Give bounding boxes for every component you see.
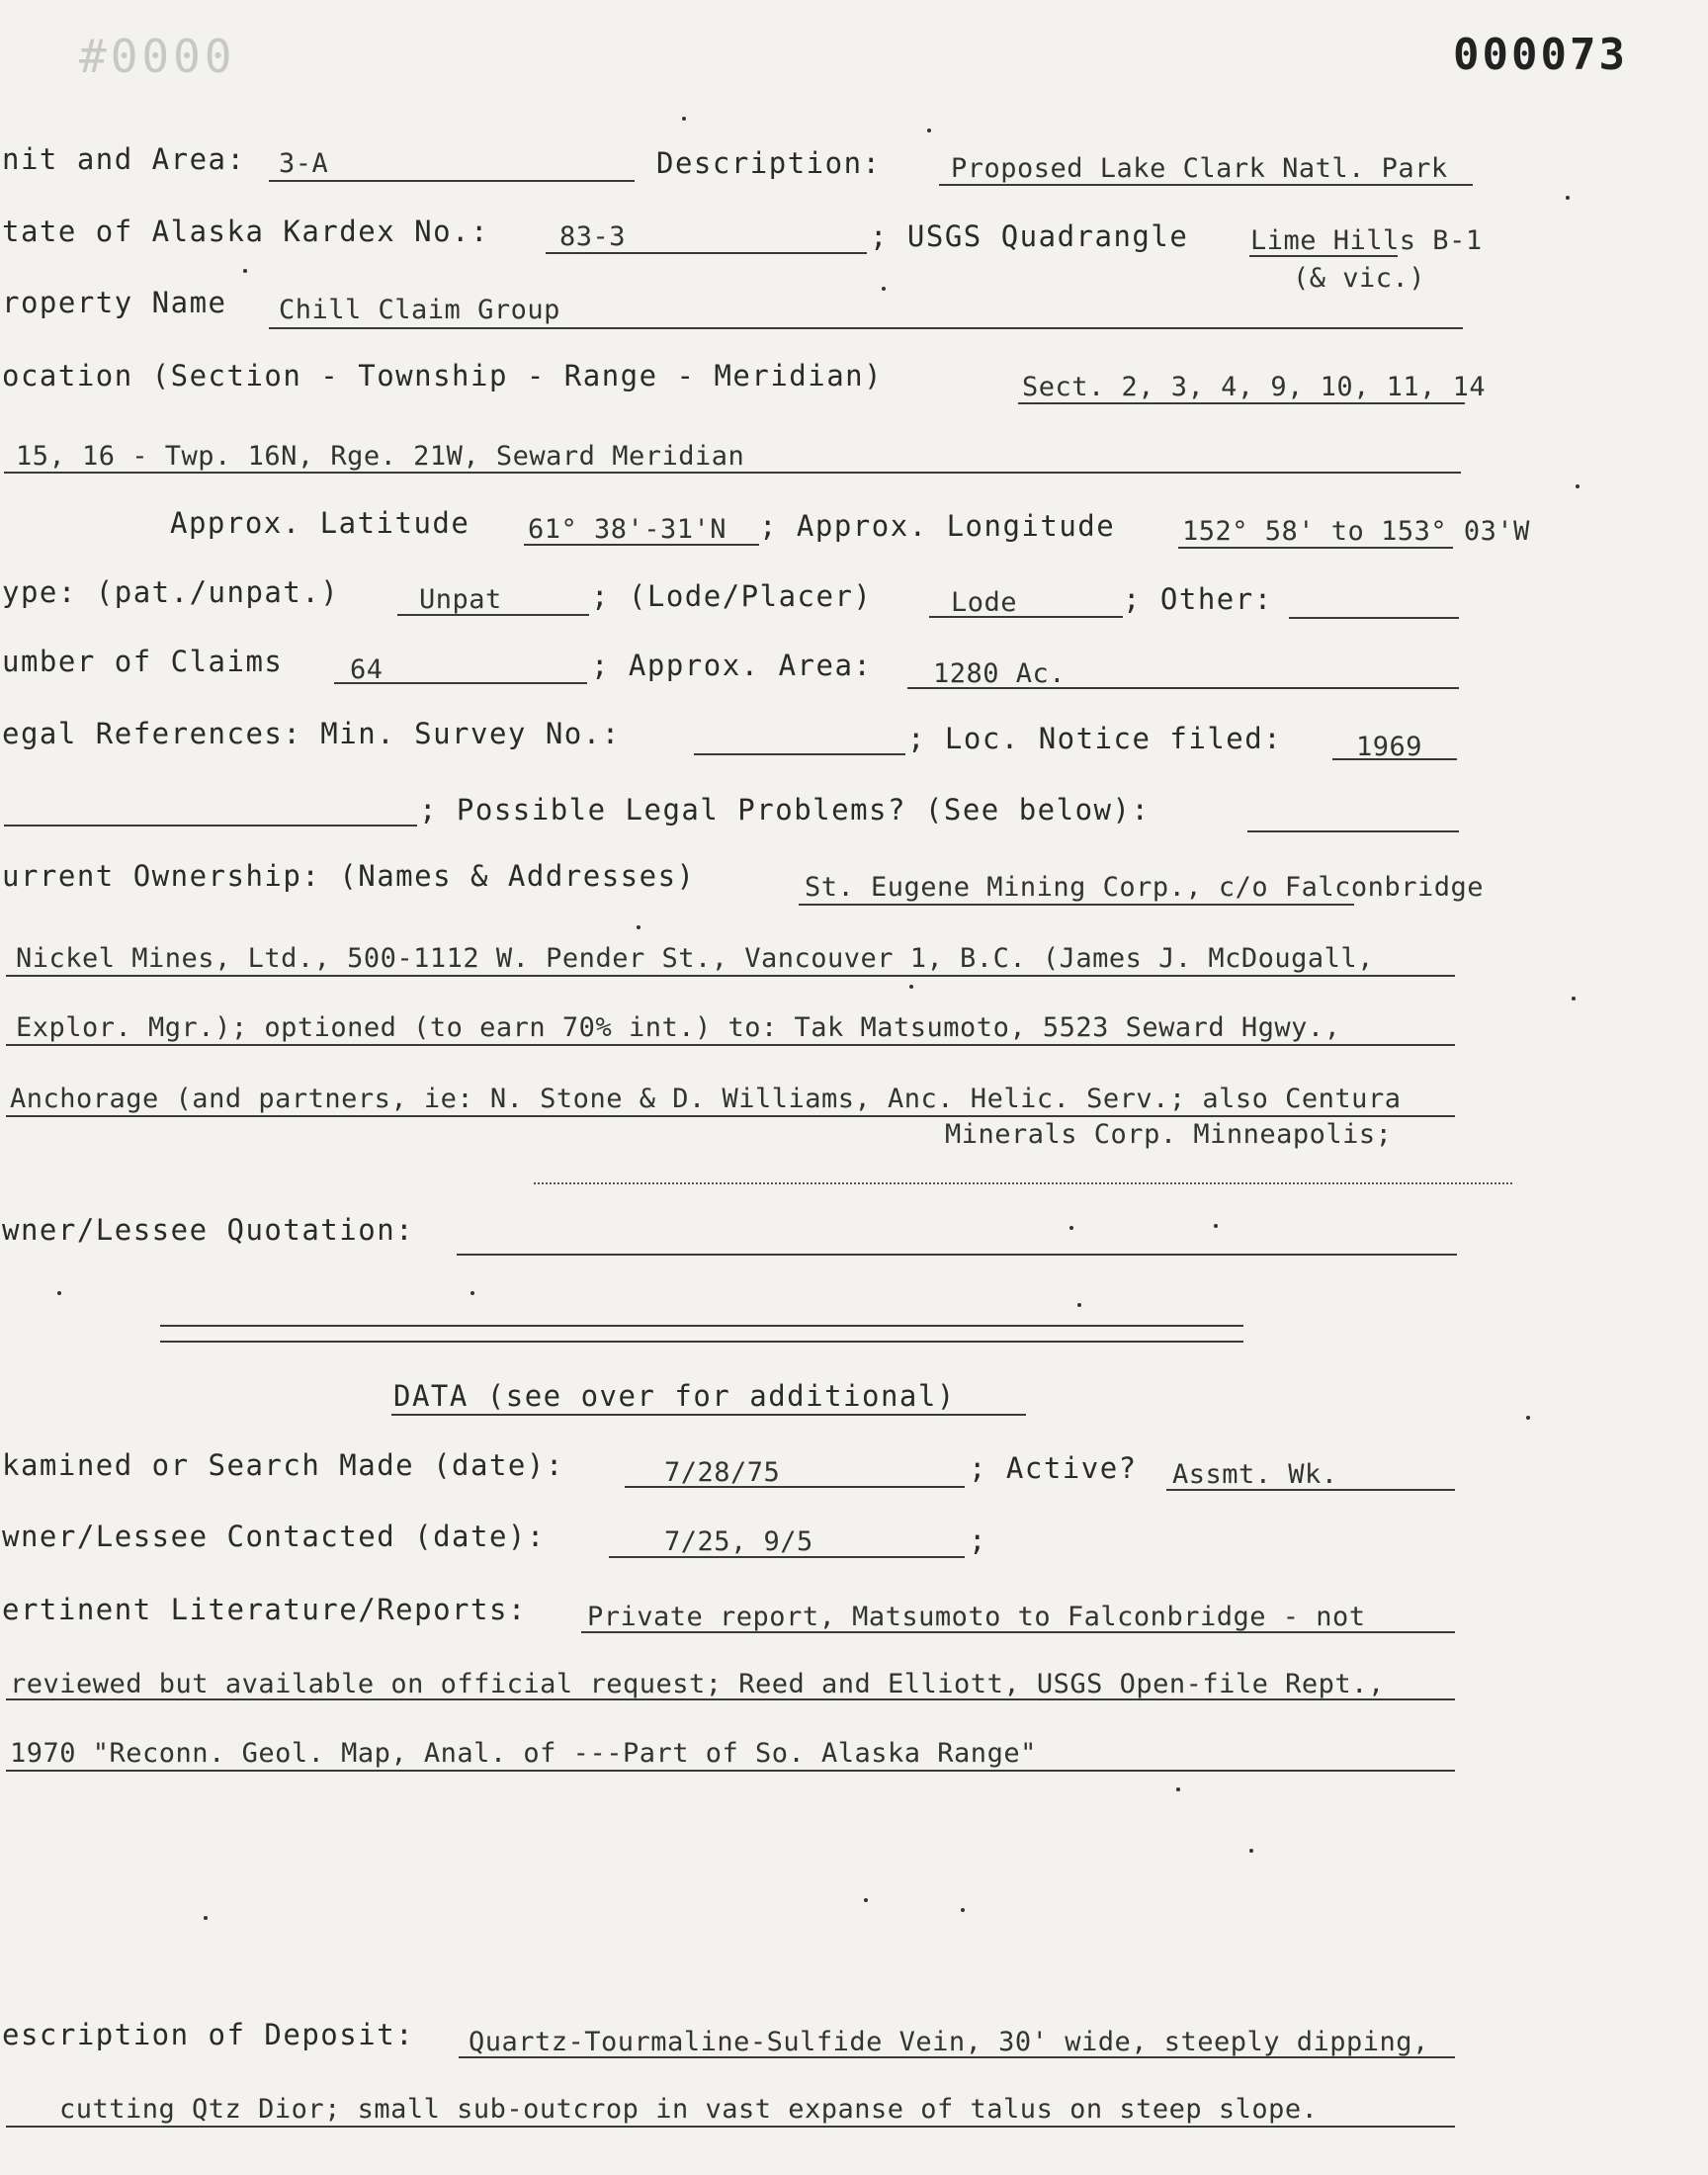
- contacted-line: [609, 1556, 965, 1558]
- usgs-label: ; USGS Quadrangle: [870, 219, 1189, 253]
- quotation-line-3: [160, 1341, 1243, 1343]
- scan-speck: [204, 1916, 208, 1920]
- location-line: [1018, 402, 1465, 404]
- scan-speck: [882, 287, 886, 291]
- ownership-line-1: St. Eugene Mining Corp., c/o Falconbridge: [805, 872, 1484, 903]
- usgs-line: [1249, 255, 1398, 257]
- deposit-underline-1: [459, 2056, 1455, 2058]
- ownership-line-5: Minerals Corp. Minneapolis;: [945, 1119, 1393, 1150]
- ownership-line-4: Anchorage (and partners, ie: N. Stone & D. Williams, Anc. Helic. Serv.; also Centura: [10, 1084, 1402, 1114]
- active-value: Assmt. Wk.: [1172, 1459, 1338, 1490]
- quotation-label: wner/Lessee Quotation:: [2, 1213, 415, 1247]
- loc-notice-line: [1332, 758, 1457, 760]
- examined-line: [625, 1486, 965, 1488]
- scan-speck: [1572, 997, 1576, 1000]
- location-label: ocation (Section - Township - Range - Meridian): [2, 359, 884, 392]
- lode-placer-label: ; (Lode/Placer): [591, 579, 873, 613]
- scan-speck: [682, 117, 686, 121]
- num-claims-value: 64: [350, 654, 384, 685]
- ownership-underline-2: [6, 975, 1455, 977]
- property-line: [269, 327, 1463, 329]
- num-claims-line: [334, 682, 587, 684]
- scan-speck: [1176, 1787, 1180, 1791]
- other-label: ; Other:: [1123, 582, 1273, 616]
- literature-line-3: 1970 "Reconn. Geol. Map, Anal. of ---Part of So. Alaska Range": [10, 1738, 1037, 1769]
- page-number-stamp: 000073: [1453, 30, 1628, 80]
- ownership-dotted-line: [534, 1182, 1512, 1184]
- loc-notice-label: ; Loc. Notice filed:: [907, 722, 1283, 755]
- lode-placer-line: [929, 616, 1123, 618]
- scan-speck: [1077, 1303, 1081, 1307]
- data-heading: DATA (see over for additional): [393, 1379, 956, 1413]
- deposit-label: escription of Deposit:: [2, 2018, 415, 2051]
- property-value: Chill Claim Group: [279, 295, 560, 325]
- examined-label: kamined or Search Made (date):: [2, 1448, 564, 1482]
- kardex-label: tate of Alaska Kardex No.:: [2, 215, 489, 248]
- latitude-line: [524, 544, 759, 546]
- contacted-value: 7/25, 9/5: [664, 1526, 813, 1557]
- scan-speck: [1249, 1849, 1253, 1853]
- unit-area-value: 3-A: [279, 148, 329, 179]
- type-line: [397, 614, 589, 616]
- scan-speck: [961, 1908, 965, 1912]
- location-line-2: [4, 472, 1461, 474]
- ownership-label: urrent Ownership: (Names & Addresses): [2, 859, 696, 893]
- scan-speck: [864, 1898, 868, 1902]
- scan-speck: [1526, 1416, 1530, 1420]
- loc-notice-value: 1969: [1356, 732, 1423, 762]
- approx-area-label: ; Approx. Area:: [591, 649, 873, 682]
- deposit-underline-2: [6, 2126, 1455, 2128]
- usgs-value-2: (& vic.): [1293, 263, 1426, 294]
- faded-stamp-number: #0000: [79, 30, 236, 83]
- literature-line-1: Private report, Matsumoto to Falconbridge - not: [587, 1602, 1366, 1632]
- description-line: [939, 184, 1473, 186]
- legal-refs-label: egal References: Min. Survey No.:: [2, 717, 621, 750]
- ownership-line-3: Explor. Mgr.); optioned (to earn 70% int.) to: Tak Matsumoto, 5523 Seward Hgwy.,: [16, 1012, 1341, 1043]
- lode-placer-value: Lode: [951, 587, 1018, 618]
- location-value-2: 15, 16 - Twp. 16N, Rge. 21W, Seward Meridian: [16, 441, 745, 472]
- longitude-label: ; Approx. Longitude: [759, 509, 1116, 543]
- literature-underline-3: [6, 1770, 1455, 1772]
- survey-no-line: [694, 753, 905, 755]
- unit-area-line: [269, 180, 635, 182]
- scan-speck: [1069, 1226, 1073, 1230]
- scan-speck: [637, 925, 640, 929]
- legal-problems-label: ; Possible Legal Problems? (See below):: [419, 793, 1151, 826]
- latitude-label: Approx. Latitude: [170, 506, 470, 540]
- literature-underline-2: [6, 1698, 1455, 1700]
- legal-problems-prefix-line: [4, 825, 417, 826]
- literature-label: ertinent Literature/Reports:: [2, 1593, 527, 1626]
- ownership-line-2: Nickel Mines, Ltd., 500-1112 W. Pender St., Vancouver 1, B.C. (James J. McDougall,: [16, 943, 1374, 974]
- type-label: ype: (pat./unpat.): [2, 575, 340, 609]
- longitude-value: 152° 58' to 153° 03'W: [1182, 516, 1530, 547]
- scan-speck: [243, 269, 247, 273]
- contacted-label: wner/Lessee Contacted (date):: [2, 1520, 546, 1553]
- examined-value: 7/28/75: [664, 1457, 781, 1488]
- approx-area-value: 1280 Ac.: [933, 658, 1067, 689]
- type-value: Unpat: [419, 584, 502, 615]
- literature-underline-1: [581, 1631, 1455, 1633]
- num-claims-label: umber of Claims: [2, 645, 284, 678]
- scan-speck: [470, 1291, 474, 1295]
- other-line: [1289, 617, 1459, 619]
- scan-speck: [1214, 1224, 1218, 1228]
- active-line: [1166, 1489, 1455, 1491]
- deposit-line-2: cutting Qtz Dior; small sub-outcrop in vast expanse of talus on steep slope.: [59, 2094, 1319, 2125]
- approx-area-line: [907, 687, 1459, 689]
- ownership-underline-1: [799, 904, 1354, 906]
- unit-area-label: nit and Area:: [2, 142, 246, 176]
- contacted-end: ;: [969, 1523, 987, 1557]
- scan-speck: [909, 985, 913, 989]
- active-label: ; Active?: [969, 1451, 1138, 1485]
- quotation-line-2: [160, 1325, 1243, 1327]
- scan-speck: [1566, 196, 1570, 200]
- literature-line-2: reviewed but available on official request; Reed and Elliott, USGS Open-file Rept.,: [10, 1669, 1385, 1699]
- kardex-line: [546, 252, 867, 254]
- scan-speck: [57, 1291, 61, 1295]
- data-heading-underline: [391, 1414, 1026, 1416]
- quotation-line: [457, 1254, 1457, 1256]
- deposit-line-1: Quartz-Tourmaline-Sulfide Vein, 30' wide, steeply dipping,: [469, 2027, 1429, 2057]
- ownership-underline-3: [6, 1044, 1455, 1046]
- scan-speck: [927, 129, 931, 132]
- location-value: Sect. 2, 3, 4, 9, 10, 11, 14: [1022, 372, 1487, 402]
- description-label: Description:: [656, 146, 882, 180]
- latitude-value: 61° 38'-31'N: [528, 514, 727, 545]
- description-value: Proposed Lake Clark Natl. Park: [951, 153, 1448, 184]
- longitude-line: [1178, 547, 1453, 549]
- property-label: roperty Name: [2, 286, 227, 319]
- scan-speck: [1576, 484, 1580, 488]
- ownership-underline-4: [6, 1115, 1455, 1117]
- kardex-value: 83-3: [559, 221, 627, 252]
- legal-problems-line: [1247, 830, 1459, 832]
- usgs-value: Lime Hills B-1: [1250, 225, 1483, 256]
